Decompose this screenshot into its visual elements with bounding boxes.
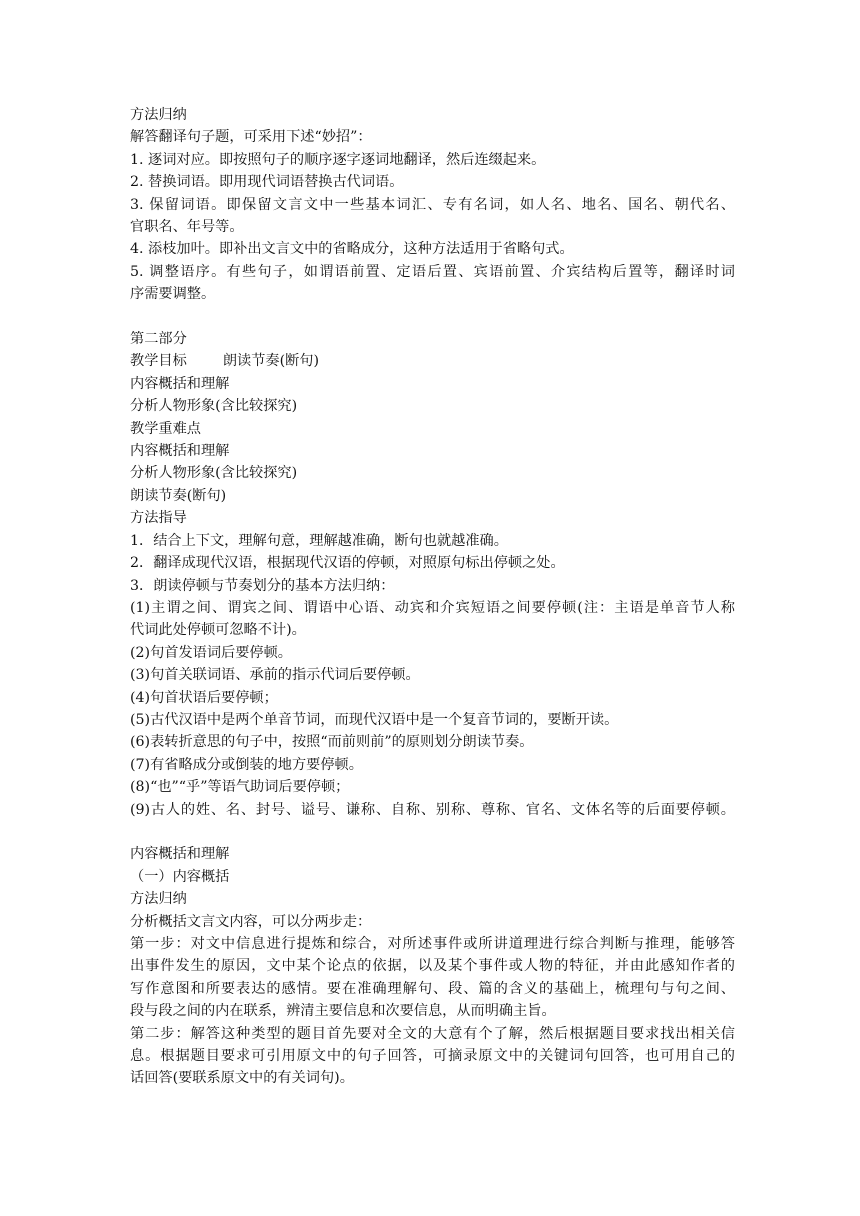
paragraph: 分析概括文言文内容，可以分两步走： xyxy=(130,913,372,930)
list-item: 5. 调整语序。有些句子，如谓语前置、定语后置、宾语前置、介宾结构后置等，翻译时词 xyxy=(130,263,735,280)
paragraph: 内容概括和理解 xyxy=(130,375,230,392)
rule-item: (8)“也”“乎”等语气助词后要停顿； xyxy=(130,779,350,796)
rule-item: (5)古代汉语中是两个单音节词，而现代汉语中是一个复音节词的，要断开读。 xyxy=(130,711,619,728)
list-item-continued: 官职名、年号等。 xyxy=(130,219,244,236)
list-item: 2. 替换词语。即用现代词语替换古代词语。 xyxy=(130,174,404,191)
section-heading: 第二部分 xyxy=(130,331,187,348)
paragraph: 教学目标 朗读节奏(断句) xyxy=(130,353,320,370)
document-page xyxy=(130,104,735,1090)
list-item-continued: 序需要调整。 xyxy=(130,286,216,303)
rule-item: (6)表转折意思的句子中，按照“而前则前”的原则划分朗读节奏。 xyxy=(130,734,534,751)
list-item: 4. 添枝加叶。即补出文言文中的省略成分，这种方法适用于省略句式。 xyxy=(130,241,574,258)
rule-item: (9)古人的姓、名、封号、谥号、谦称、自称、别称、尊称、官名、文体名等的后面要停顿。 xyxy=(130,801,735,818)
subheading: 教学重难点 xyxy=(130,420,201,437)
paragraph: 内容概括和理解 xyxy=(130,443,230,460)
paragraph: 分析人物形象(含比较探究) xyxy=(130,398,298,415)
list-item: 1．结合上下文，理解句意，理解越准确，断句也就越准确。 xyxy=(130,532,508,549)
subheading: 方法指导 xyxy=(130,510,187,527)
rule-item: (3)句首关联词语、承前的指示代词后要停顿。 xyxy=(130,667,420,684)
rule-item: (4)句首状语后要停顿； xyxy=(130,689,278,706)
list-item: 2．翻译成现代汉语，根据现代汉语的停顿，对照原句标出停顿之处。 xyxy=(130,555,565,572)
list-item: 1. 逐词对应。即按照句子的顺序逐字逐词地翻译，然后连缀起来。 xyxy=(130,151,546,168)
paragraph: 段与段之间的内在联系，辨清主要信息和次要信息，从而明确主旨。 xyxy=(130,1003,556,1020)
paragraph: 朗读节奏(断句) xyxy=(130,487,227,504)
blank-line xyxy=(130,306,735,328)
paragraph: 写作意图和所要表达的感情。要在准确理解句、段、篇的含义的基础上，梳理句与句之间、 xyxy=(130,980,735,997)
rule-item: (7)有省略成分或倒装的地方要停顿。 xyxy=(130,756,363,773)
rule-item-continued: 代词此处停顿可忽略不计)。 xyxy=(130,622,306,639)
section-heading: 内容概括和理解 xyxy=(130,846,230,863)
paragraph: 话回答(要联系原文中的有关词句)。 xyxy=(130,1070,354,1087)
paragraph: 第二步：解答这种类型的题目首先要对全文的大意有个了解，然后根据题目要求找出相关信 xyxy=(130,1025,735,1042)
section-heading: 方法归纳 xyxy=(130,107,187,123)
paragraph: 解答翻译句子题，可采用下述“妙招”： xyxy=(130,129,372,146)
blank-line xyxy=(130,821,735,843)
list-item: 3. 保留词语。即保留文言文中一些基本词汇、专有名词，如人名、地名、国名、朝代名、 xyxy=(130,196,735,213)
paragraph: 息。根据题目要求可引用原文中的句子回答，可摘录原文中的关键词句回答，也可用自己的 xyxy=(130,1048,735,1065)
subheading: 方法归纳 xyxy=(130,891,187,908)
paragraph: 第一步：对文中信息进行提炼和综合，对所述事件或所讲道理进行综合判断与推理，能够答 xyxy=(130,936,735,952)
list-item: 3．朗读停顿与节奏划分的基本方法归纳： xyxy=(130,577,395,594)
subheading: （一）内容概括 xyxy=(130,868,230,885)
paragraph: 出事件发生的原因，文中某个论点的依据，以及某个事件或人物的特征，并由此感知作者的 xyxy=(130,958,735,975)
paragraph: 分析人物形象(含比较探究) xyxy=(130,465,298,482)
rule-item: (1)主谓之间、谓宾之间、谓语中心语、动宾和介宾短语之间要停顿(注：主语是单音节人称 xyxy=(130,599,735,616)
rule-item: (2)句首发语词后要停顿。 xyxy=(130,644,292,661)
